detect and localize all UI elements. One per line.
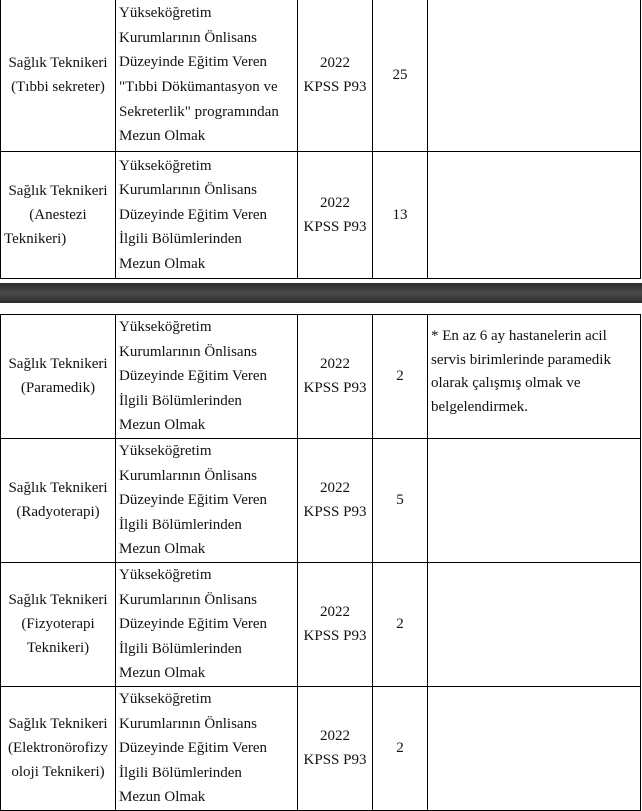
cell-line: Sağlık Teknikeri	[8, 592, 108, 609]
cell-line: 2022	[320, 195, 350, 211]
cell-line: (Paramedik)	[20, 380, 96, 397]
count-cell: 2	[373, 562, 428, 686]
cell-line: Sekreterlik" programından	[119, 103, 279, 120]
requirement-cell	[116, 562, 298, 686]
cell-line: Kurumlarının Önlisans	[119, 343, 257, 360]
count-cell: 13	[373, 152, 428, 279]
position-cell	[1, 686, 116, 810]
note-line: servis birimlerinde paramedik	[431, 351, 611, 368]
count-cell: 25	[373, 0, 428, 152]
cell-line: İlgili Bölümlerinden	[119, 764, 242, 781]
cell-line: Mezun Olmak	[119, 128, 206, 145]
cell-line: Yükseköğretim	[119, 157, 212, 174]
note-cell	[428, 315, 641, 439]
cell-line: (Anestezi	[29, 207, 87, 223]
cell-line: Kurumlarının Önlisans	[119, 467, 257, 484]
cell-line: "Tıbbi Dökümantasyon ve	[119, 79, 278, 95]
position-cell	[1, 152, 116, 279]
cell-line: Yükseköğretim	[119, 442, 212, 459]
cell-line: Kurumlarının Önlisans	[119, 715, 257, 732]
requirement-cell	[116, 152, 298, 279]
exam-cell	[298, 562, 373, 686]
position-cell	[1, 562, 116, 686]
exam-cell	[298, 438, 373, 562]
cell-line: Kurumlarının Önlisans	[119, 182, 257, 199]
position-cell	[1, 438, 116, 562]
cell-line: Sağlık Teknikeri	[8, 55, 108, 71]
cell-line: 2022	[320, 480, 350, 497]
table-row	[1, 315, 641, 439]
requirement-cell	[116, 686, 298, 810]
table-row	[1, 562, 641, 686]
cell-line: Düzeyinde Eğitim Veren	[119, 740, 268, 757]
cell-line: Sağlık Teknikeri	[8, 183, 108, 199]
cell-line: İlgili Bölümlerinden	[119, 231, 242, 248]
cell-line: Kurumlarının Önlisans	[119, 591, 257, 608]
cell-line: Sağlık Teknikeri	[8, 356, 108, 373]
cell-line: Yükseköğretim	[119, 5, 212, 22]
table-row	[1, 686, 641, 810]
cell-line: Sağlık Teknikeri	[8, 480, 108, 497]
cell-line: (Fizyoterapi	[21, 616, 95, 633]
cell-line: Mezun Olmak	[119, 541, 206, 558]
cell-line: KPSS P93	[303, 504, 367, 521]
cell-line: İlgili Bölümlerinden	[119, 640, 242, 657]
cell-line: Mezun Olmak	[119, 789, 206, 806]
table-top	[0, 0, 641, 279]
cell-line: KPSS P93	[303, 380, 367, 397]
note-cell	[428, 562, 641, 686]
note-cell	[428, 152, 641, 279]
cell-line: Sağlık Teknikeri	[8, 716, 108, 733]
cell-line: Düzeyinde Eğitim Veren	[119, 492, 268, 509]
count-cell: 5	[373, 438, 428, 562]
cell-line: Mezun Olmak	[119, 417, 206, 434]
exam-cell	[298, 0, 373, 152]
cell-line: 2022	[320, 728, 350, 745]
cell-line: Yükseköğretim	[119, 690, 212, 707]
cell-line: Düzeyinde Eğitim Veren	[119, 368, 268, 385]
table-bottom	[0, 314, 641, 811]
exam-cell	[298, 152, 373, 279]
cell-line: Düzeyinde Eğitim Veren	[119, 206, 268, 223]
cell-line: 2022	[320, 55, 350, 71]
page-break-bar	[0, 283, 642, 303]
position-cell	[1, 0, 116, 152]
cell-line: KPSS P93	[303, 79, 367, 95]
note-line: * En az 6 ay hastanelerin acil	[431, 328, 607, 344]
cell-line: Mezun Olmak	[119, 665, 206, 682]
cell-line: Teknikeri)	[4, 231, 67, 247]
cell-line: 2022	[320, 356, 350, 373]
exam-cell	[298, 686, 373, 810]
count-cell: 2	[373, 315, 428, 439]
cell-line: Teknikeri)	[26, 640, 90, 657]
table-row	[1, 152, 641, 279]
cell-line: İlgili Bölümlerinden	[119, 516, 242, 533]
cell-line: Kurumlarının Önlisans	[119, 29, 257, 46]
position-cell	[1, 315, 116, 439]
cell-line: (Tıbbi sekreter)	[11, 79, 105, 95]
count-cell: 2	[373, 686, 428, 810]
table-row	[1, 0, 641, 152]
cell-line: Mezun Olmak	[119, 255, 206, 272]
cell-line: Yükseköğretim	[119, 566, 212, 583]
exam-cell	[298, 315, 373, 439]
table-row	[1, 438, 641, 562]
cell-line: Yükseköğretim	[119, 319, 212, 335]
note-cell	[428, 686, 641, 810]
cell-line: İlgili Bölümlerinden	[119, 392, 242, 409]
note-cell	[428, 0, 641, 152]
note-line: olarak çalışmış olmak ve	[431, 375, 581, 391]
cell-line: KPSS P93	[303, 752, 367, 769]
requirement-cell	[116, 438, 298, 562]
cell-line: Düzeyinde Eğitim Veren	[119, 616, 268, 633]
note-line: belgelendirmek.	[431, 398, 529, 415]
table-bottom-body	[1, 315, 641, 811]
cell-line: oloji Teknikeri)	[11, 764, 105, 781]
cell-line: (Elektronörofizy	[8, 740, 108, 757]
cell-line: (Radyoterapi)	[16, 504, 100, 521]
cell-line: Düzeyinde Eğitim Veren	[119, 54, 268, 71]
cell-line: 2022	[320, 604, 350, 621]
cell-line: KPSS P93	[303, 219, 367, 235]
note-cell	[428, 438, 641, 562]
requirement-cell	[116, 315, 298, 439]
requirement-cell	[116, 0, 298, 152]
table-top-body	[1, 0, 641, 279]
cell-line: KPSS P93	[303, 628, 367, 645]
